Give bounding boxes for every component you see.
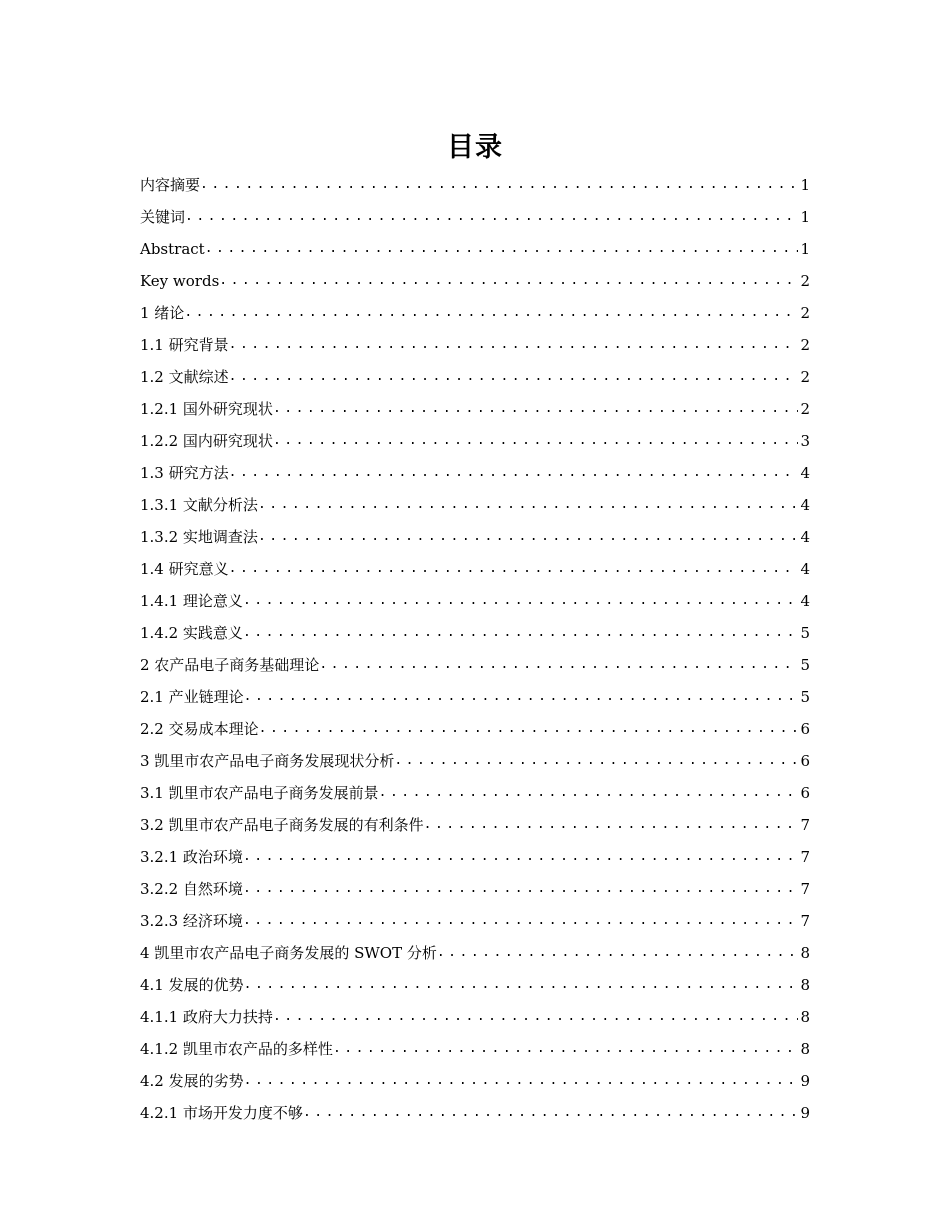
toc-entry-page-number: 4 xyxy=(800,496,810,514)
toc-entry[interactable] xyxy=(140,355,810,387)
toc-entry[interactable] xyxy=(140,291,810,323)
toc-entry-page-number: 7 xyxy=(800,880,810,898)
toc-entry[interactable] xyxy=(140,323,810,355)
toc-entry[interactable] xyxy=(140,867,810,899)
toc-entry-page-number: 4 xyxy=(800,464,810,482)
toc-entry-page-number: 5 xyxy=(800,656,810,674)
toc-entry-label: 4.2 发展的劣势 xyxy=(140,1072,244,1090)
toc-entry[interactable] xyxy=(140,579,810,611)
toc-dot-leader xyxy=(303,1103,799,1123)
toc-dot-leader xyxy=(437,943,799,963)
toc-dot-leader xyxy=(243,911,799,931)
toc-entry-page-number: 2 xyxy=(800,272,810,290)
toc-entry-label: 1.4.2 实践意义 xyxy=(140,624,243,642)
toc-entry[interactable] xyxy=(140,1027,810,1059)
toc-entry[interactable] xyxy=(140,227,810,259)
toc-dot-leader xyxy=(243,847,799,867)
toc-entry[interactable] xyxy=(140,1091,810,1123)
toc-dot-leader xyxy=(258,527,799,547)
toc-entry-page-number: 6 xyxy=(800,752,810,770)
toc-dot-leader xyxy=(243,879,799,899)
toc-dot-leader xyxy=(185,207,798,227)
toc-entry-label: 3 凯里市农产品电子商务发展现状分析 xyxy=(140,752,395,770)
toc-entry-label: 4.1.2 凯里市农产品的多样性 xyxy=(140,1040,333,1058)
toc-entry[interactable] xyxy=(140,259,810,291)
toc-entry-page-number: 4 xyxy=(800,528,810,546)
toc-entry[interactable] xyxy=(140,835,810,867)
toc-dot-leader xyxy=(273,399,799,419)
toc-dot-leader xyxy=(273,1007,799,1027)
toc-entry-page-number: 8 xyxy=(800,1040,810,1058)
toc-entry-page-number: 5 xyxy=(800,688,810,706)
toc-entry[interactable] xyxy=(140,739,810,771)
toc-entry-label: 4 凯里市农产品电子商务发展的 SWOT 分析 xyxy=(140,944,437,962)
toc-dot-leader xyxy=(244,1071,799,1091)
toc-entry[interactable] xyxy=(140,995,810,1027)
toc-entry-page-number: 9 xyxy=(800,1072,810,1090)
toc-entry-label: 1.1 研究背景 xyxy=(140,336,229,354)
toc-entry-page-number: 8 xyxy=(800,1008,810,1026)
toc-entry[interactable] xyxy=(140,1059,810,1091)
toc-entry-label: 2.2 交易成本理论 xyxy=(140,720,259,738)
toc-entry-label: 1.3.1 文献分析法 xyxy=(140,496,258,514)
toc-entry-page-number: 7 xyxy=(800,912,810,930)
toc-entry-page-number: 4 xyxy=(800,592,810,610)
toc-entry[interactable] xyxy=(140,387,810,419)
toc-entry-label: 3.2 凯里市农产品电子商务发展的有利条件 xyxy=(140,816,424,834)
toc-entry-page-number: 6 xyxy=(800,784,810,802)
toc-entry-label: Abstract xyxy=(140,240,205,258)
toc-entry-label: Key words xyxy=(140,272,220,290)
toc-entry[interactable] xyxy=(140,675,810,707)
toc-entry-page-number: 1 xyxy=(800,176,810,194)
toc-entry-label: 4.1 发展的优势 xyxy=(140,976,244,994)
toc-dot-leader xyxy=(229,367,799,387)
toc-entry-label: 1.4 研究意义 xyxy=(140,560,229,578)
toc-entry-page-number: 1 xyxy=(800,240,810,258)
toc-dot-leader xyxy=(219,271,798,291)
toc-dot-leader xyxy=(379,783,799,803)
toc-dot-leader xyxy=(258,495,799,515)
toc-entry-label: 关键词 xyxy=(140,208,186,226)
toc-entry-label: 3.2.3 经济环境 xyxy=(140,912,243,930)
toc-entry-page-number: 2 xyxy=(800,400,810,418)
toc-dot-leader xyxy=(200,175,798,195)
toc-entry-page-number: 4 xyxy=(800,560,810,578)
toc-entry[interactable] xyxy=(140,515,810,547)
toc-list xyxy=(140,163,810,1123)
toc-entry[interactable] xyxy=(140,547,810,579)
toc-dot-leader xyxy=(229,463,799,483)
toc-entry-label: 2 农产品电子商务基础理论 xyxy=(140,656,320,674)
toc-entry-page-number: 9 xyxy=(800,1104,810,1122)
toc-entry-label: 3.2.2 自然环境 xyxy=(140,880,243,898)
toc-entry-page-number: 7 xyxy=(800,848,810,866)
toc-entry-page-number: 8 xyxy=(800,976,810,994)
toc-entry-page-number: 5 xyxy=(800,624,810,642)
toc-entry-label: 1.3 研究方法 xyxy=(140,464,229,482)
toc-dot-leader xyxy=(229,559,799,579)
toc-entry-page-number: 1 xyxy=(800,208,810,226)
toc-entry-label: 2.1 产业链理论 xyxy=(140,688,244,706)
toc-dot-leader xyxy=(244,975,799,995)
toc-entry[interactable] xyxy=(140,771,810,803)
toc-dot-leader xyxy=(319,655,798,675)
toc-entry[interactable] xyxy=(140,899,810,931)
toc-entry-label: 3.1 凯里市农产品电子商务发展前景 xyxy=(140,784,379,802)
toc-entry-page-number: 2 xyxy=(800,304,810,322)
toc-entry-label: 1 绪论 xyxy=(140,304,185,322)
toc-entry[interactable] xyxy=(140,611,810,643)
toc-entry-label: 4.2.1 市场开发力度不够 xyxy=(140,1104,303,1122)
toc-entry-page-number: 7 xyxy=(800,816,810,834)
toc-entry-label: 4.1.1 政府大力扶持 xyxy=(140,1008,273,1026)
toc-entry-page-number: 3 xyxy=(800,432,810,450)
toc-entry-label: 内容摘要 xyxy=(140,176,201,194)
toc-entry-page-number: 2 xyxy=(800,336,810,354)
toc-entry[interactable] xyxy=(140,483,810,515)
toc-entry[interactable] xyxy=(140,163,810,195)
toc-title: 目录 xyxy=(447,132,503,163)
toc-entry-label: 1.4.1 理论意义 xyxy=(140,592,243,610)
toc-entry[interactable] xyxy=(140,963,810,995)
toc-entry[interactable] xyxy=(140,707,810,739)
toc-entry-label: 1.3.2 实地调查法 xyxy=(140,528,258,546)
toc-entry[interactable] xyxy=(140,931,810,963)
toc-entry[interactable] xyxy=(140,195,810,227)
toc-entry[interactable] xyxy=(140,451,810,483)
toc-dot-leader xyxy=(205,239,799,259)
toc-entry-label: 1.2 文献综述 xyxy=(140,368,229,386)
toc-dot-leader xyxy=(244,687,799,707)
toc-entry[interactable] xyxy=(140,643,810,675)
toc-entry-page-number: 2 xyxy=(800,368,810,386)
toc-dot-leader xyxy=(333,1039,799,1059)
toc-entry-label: 1.2.2 国内研究现状 xyxy=(140,432,273,450)
toc-entry-page-number: 6 xyxy=(800,720,810,738)
toc-entry-label: 3.2.1 政治环境 xyxy=(140,848,243,866)
toc-dot-leader xyxy=(184,303,798,323)
toc-entry[interactable] xyxy=(140,419,810,451)
toc-dot-leader xyxy=(259,719,799,739)
toc-dot-leader xyxy=(394,751,798,771)
toc-dot-leader xyxy=(229,335,799,355)
toc-entry-page-number: 8 xyxy=(800,944,810,962)
toc-dot-leader xyxy=(273,431,799,451)
toc-dot-leader xyxy=(243,623,799,643)
toc-entry-label: 1.2.1 国外研究现状 xyxy=(140,400,273,418)
toc-entry[interactable] xyxy=(140,803,810,835)
toc-dot-leader xyxy=(243,591,799,611)
toc-dot-leader xyxy=(424,815,799,835)
